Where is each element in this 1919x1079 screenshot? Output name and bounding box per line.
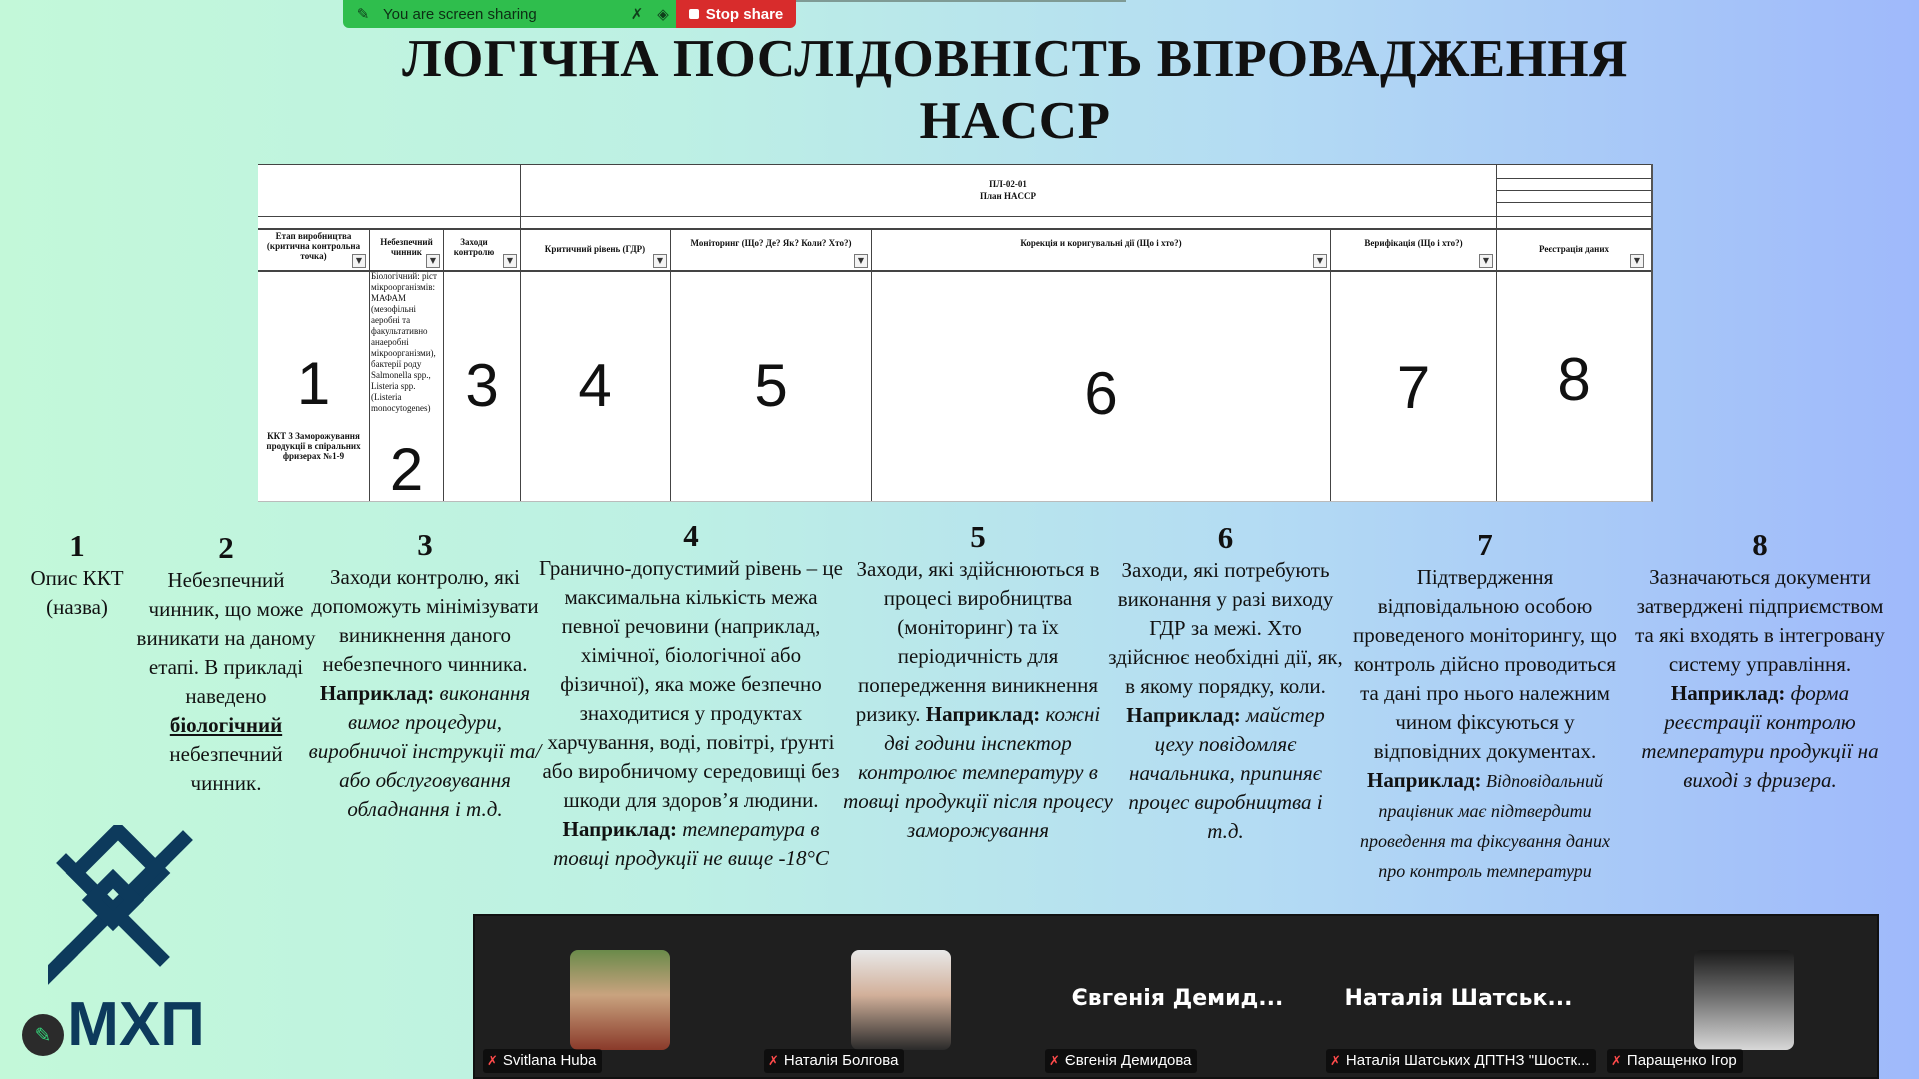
filter-dropdown-icon[interactable]: ▼ bbox=[352, 254, 366, 268]
table-line bbox=[1496, 202, 1651, 203]
explanation-column-4 bbox=[536, 518, 846, 913]
slide-title bbox=[300, 28, 1730, 152]
column-number-7: 7 bbox=[1396, 354, 1431, 421]
header-hazard: Небезпечний чинник bbox=[380, 237, 433, 257]
table-line bbox=[258, 270, 1651, 272]
participant-display-name: Наталія Шатськ... bbox=[1344, 986, 1573, 1011]
header-control: Заходи контролю bbox=[453, 237, 495, 257]
company-logo bbox=[48, 825, 228, 1055]
avatar bbox=[570, 950, 670, 1050]
screen-share-bar bbox=[343, 0, 796, 28]
header-critical-level: Критичний рівень (ГДР) bbox=[544, 244, 646, 254]
column-number-3: 3 bbox=[465, 352, 499, 419]
header-correction: Корекція и коригувальні дії (Що і хто?) bbox=[1020, 238, 1182, 248]
explanation-column-5 bbox=[843, 519, 1113, 845]
example-label: Наприклад: bbox=[1126, 703, 1241, 727]
example-text: форма реєстрації контролю температури продукції на виході з фризера. bbox=[1641, 681, 1879, 792]
share-status-text: You are screen sharing bbox=[383, 5, 537, 23]
explanation-column-2 bbox=[136, 530, 316, 798]
example-label: Наприклад: bbox=[1670, 681, 1786, 705]
column-text: Зазначаються документи затверджені підприємством та які входять в інтегровану систему управління. bbox=[1635, 565, 1885, 676]
stop-share-label: Stop share bbox=[705, 5, 784, 23]
table-line bbox=[520, 164, 521, 501]
annotate-pen-button[interactable]: ✎ bbox=[22, 1014, 64, 1056]
example-text: виконання вимог процедури, виробничої інструкції та/або обслуговування обладнання і т.д. bbox=[308, 681, 542, 821]
slide-title-line1: ЛОГІЧНА ПОСЛІДОВНІСТЬ ВПРОВАДЖЕННЯ bbox=[402, 30, 1628, 88]
column-index: 4 bbox=[683, 518, 699, 553]
participant-tile[interactable] bbox=[475, 916, 756, 1077]
participant-display-name: Євгенія Демид... bbox=[1071, 986, 1284, 1011]
column-text: Заходи контролю, які допоможуть мінімізувати виникнення даного небезпечного чинника. bbox=[311, 565, 539, 676]
header-monitoring: Моніторинг (Що? Де? Як? Коли? Хто?) bbox=[690, 238, 852, 248]
example-label: Наприклад: bbox=[319, 681, 435, 705]
filter-dropdown-icon[interactable]: ▼ bbox=[653, 254, 667, 268]
column-index: 2 bbox=[218, 530, 234, 565]
column-number-4: 4 bbox=[578, 352, 612, 419]
logo-text: МХП bbox=[67, 990, 205, 1055]
explanation-column-3 bbox=[305, 527, 545, 824]
participant-name: Svitlana Huba bbox=[502, 1052, 597, 1069]
header-records: Реєстрація даних bbox=[1538, 244, 1610, 254]
column-text: Заходи, які потребують виконання у разі виходу ГДР за межі. Хто здійснює необхідні дії, як, в якому порядку, коли. bbox=[1108, 558, 1343, 698]
explanation-column-7 bbox=[1345, 527, 1625, 913]
column-number-5: 5 bbox=[754, 352, 788, 419]
participant-name: Євгенія Демидова bbox=[1064, 1052, 1192, 1069]
participant-name-label bbox=[1607, 1049, 1743, 1073]
filter-dropdown-icon[interactable]: ▼ bbox=[426, 254, 440, 268]
participant-name: Паращенко Ігор bbox=[1626, 1052, 1737, 1069]
column-text: Підтвердження відповідальною особою проведеного моніторингу, що контроль дійсно проводиться та дані про нього належним чином фіксуються у відповідних документах. bbox=[1352, 565, 1618, 763]
column-text: Гранично-допустимий рівень – це максимальна кількість межа певної речовини (наприклад, хімічної, біологічної або фізичної), яка може безпечно знаходитися у продуктах харчування, воді, повітрі, ґрунті або виробничому середовищі без шкоди для здоров’я людини. bbox=[539, 556, 843, 812]
column-index: 5 bbox=[970, 519, 986, 554]
header-stage: Етап виробництва (критична контрольна точка) bbox=[266, 231, 361, 261]
mic-muted-icon: ✗ bbox=[768, 1054, 779, 1069]
mic-muted-icon: ✗ bbox=[1330, 1054, 1341, 1069]
column-index: 1 bbox=[69, 528, 85, 563]
column-index: 7 bbox=[1477, 527, 1493, 562]
participant-tile[interactable] bbox=[1599, 916, 1880, 1077]
explanation-column-8 bbox=[1630, 527, 1890, 795]
participant-name-label bbox=[764, 1049, 904, 1073]
participant-name: Наталія Болгова bbox=[783, 1052, 899, 1069]
participant-name: Наталія Шатських ДПТНЗ "Шостк... bbox=[1345, 1052, 1590, 1069]
table-line bbox=[258, 216, 1651, 217]
windmill-logo-icon bbox=[48, 825, 228, 1055]
example-label: Наприклад: bbox=[925, 702, 1041, 726]
table-line bbox=[1496, 178, 1651, 179]
header-verification: Верифікація (Що і хто?) bbox=[1364, 238, 1463, 248]
column-text: Заходи, які здійснюються в процесі виробництва (моніторинг) та їх періодичність для попередження виникнення ризику. bbox=[855, 557, 1100, 726]
example-text: майстер цеху повідомляє начальника, припиняє процес виробництва і т.д. bbox=[1128, 703, 1325, 843]
hazard-description: Біологічний: ріст мікроорганізмів: МАФАМ (мезофільні аеробні та факультативно анаеробні мікроорганізми), бактерії роду Salmonella spp., Listeria spp. (Listeria monocytogenes) bbox=[371, 271, 437, 413]
table-line bbox=[258, 164, 1651, 165]
ccp-description: ККТ 3 Заморожування продукції в спіральних фризерах №1-9 bbox=[266, 431, 361, 461]
filter-dropdown-icon[interactable]: ▼ bbox=[1313, 254, 1327, 268]
participants-strip bbox=[473, 914, 1879, 1079]
avatar bbox=[851, 950, 951, 1050]
stop-share-button[interactable] bbox=[676, 0, 796, 28]
example-text: Відповідальний працівник має підтвердити проведення та фіксування даних про контроль температури bbox=[1360, 771, 1610, 881]
column-number-8: 8 bbox=[1557, 346, 1591, 413]
participant-name-label bbox=[1326, 1049, 1596, 1073]
explanation-column-6 bbox=[1108, 520, 1343, 913]
mic-muted-icon: ✗ bbox=[1611, 1054, 1622, 1069]
table-line bbox=[258, 228, 1651, 230]
pin-icon[interactable]: ✎ bbox=[356, 6, 370, 23]
slide-title-line2: HACCP bbox=[919, 92, 1111, 150]
mic-muted-icon: ✗ bbox=[1049, 1054, 1060, 1069]
column-number-6: 6 bbox=[1084, 360, 1118, 427]
avatar bbox=[1694, 950, 1794, 1050]
column-text: Опис ККТ (назва) bbox=[30, 566, 124, 619]
table-line bbox=[1496, 164, 1497, 501]
table-line bbox=[1496, 190, 1651, 191]
column-text-end: небезпечний чинник. bbox=[169, 742, 283, 795]
participant-tile[interactable] bbox=[1037, 916, 1318, 1077]
filter-dropdown-icon[interactable]: ▼ bbox=[1630, 254, 1644, 268]
doc-name: План HACCP bbox=[980, 191, 1036, 201]
example-label: Наприклад: bbox=[562, 817, 677, 841]
mic-muted-icon: ✗ bbox=[487, 1054, 498, 1069]
example-text: кожні дві години інспектор контролює температуру в товщі продукції після процесу заморожування bbox=[843, 702, 1113, 842]
explanation-column-1 bbox=[12, 528, 142, 622]
example-text: температура в товщі продукції не вище -18°С bbox=[553, 817, 829, 870]
filter-dropdown-icon[interactable]: ▼ bbox=[503, 254, 517, 268]
filter-dropdown-icon[interactable]: ▼ bbox=[1479, 254, 1493, 268]
participant-tile[interactable] bbox=[1318, 916, 1599, 1077]
column-number-1: 1 bbox=[296, 350, 331, 417]
filter-dropdown-icon[interactable]: ▼ bbox=[854, 254, 868, 268]
example-label: Наприклад: bbox=[1367, 768, 1482, 792]
column-index: 6 bbox=[1217, 520, 1234, 555]
stop-icon bbox=[689, 9, 699, 19]
doc-code: ПЛ-02-01 bbox=[989, 179, 1027, 189]
column-number-2: 2 bbox=[389, 436, 424, 503]
mic-off-icon[interactable]: ✗ bbox=[630, 6, 644, 23]
share-status-panel[interactable] bbox=[343, 0, 676, 28]
column-index: 3 bbox=[417, 527, 433, 562]
participant-name-label bbox=[483, 1049, 602, 1073]
participant-tile[interactable] bbox=[756, 916, 1037, 1077]
column-index: 8 bbox=[1752, 527, 1768, 562]
shield-icon[interactable]: ◈ bbox=[657, 6, 669, 23]
haccp-plan-table bbox=[258, 164, 1653, 502]
column-text: Небезпечний чинник, що може виникати на даному етапі. В прикладі наведено bbox=[136, 568, 316, 708]
participant-name-label bbox=[1045, 1049, 1197, 1073]
highlighted-term: біологічний bbox=[169, 713, 283, 737]
